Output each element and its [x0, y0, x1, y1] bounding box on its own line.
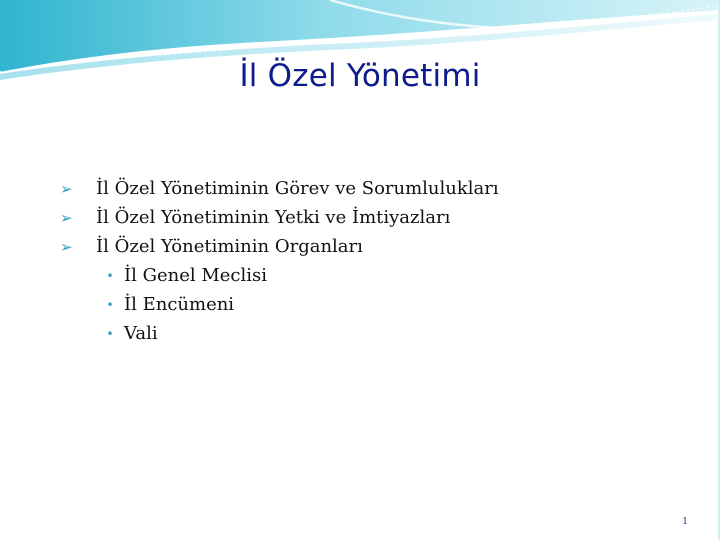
arrow-bullet-icon: ➢ — [60, 237, 73, 256]
sub-list-item-text: İl Genel Meclisi — [124, 265, 268, 286]
arrow-bullet-icon: ➢ — [60, 179, 73, 198]
sub-list-item — [60, 290, 680, 319]
arrow-bullet-icon: ➢ — [60, 208, 73, 227]
list-item-text: İl Özel Yönetiminin Organları — [96, 236, 363, 257]
dot-bullet-icon: • — [106, 326, 114, 341]
list-item — [60, 174, 680, 203]
list-item-text: İl Özel Yönetiminin Görev ve Sorumlulukları — [96, 178, 499, 199]
dot-bullet-icon: • — [106, 268, 114, 283]
dot-bullet-icon: • — [106, 297, 114, 312]
right-edge-decoration — [640, 0, 720, 540]
sub-list-item — [60, 319, 680, 348]
slide-title: İl Özel Yönetimi — [239, 58, 481, 94]
bullet-list — [60, 174, 680, 348]
list-item — [60, 232, 680, 261]
page-number: 1 — [682, 517, 688, 527]
sub-list-item-text: Vali — [124, 323, 158, 344]
sub-list-item — [60, 261, 680, 290]
list-item-text: İl Özel Yönetiminin Yetki ve İmtiyazları — [96, 207, 451, 228]
list-item — [60, 203, 680, 232]
sub-list-item-text: İl Encümeni — [124, 294, 235, 315]
